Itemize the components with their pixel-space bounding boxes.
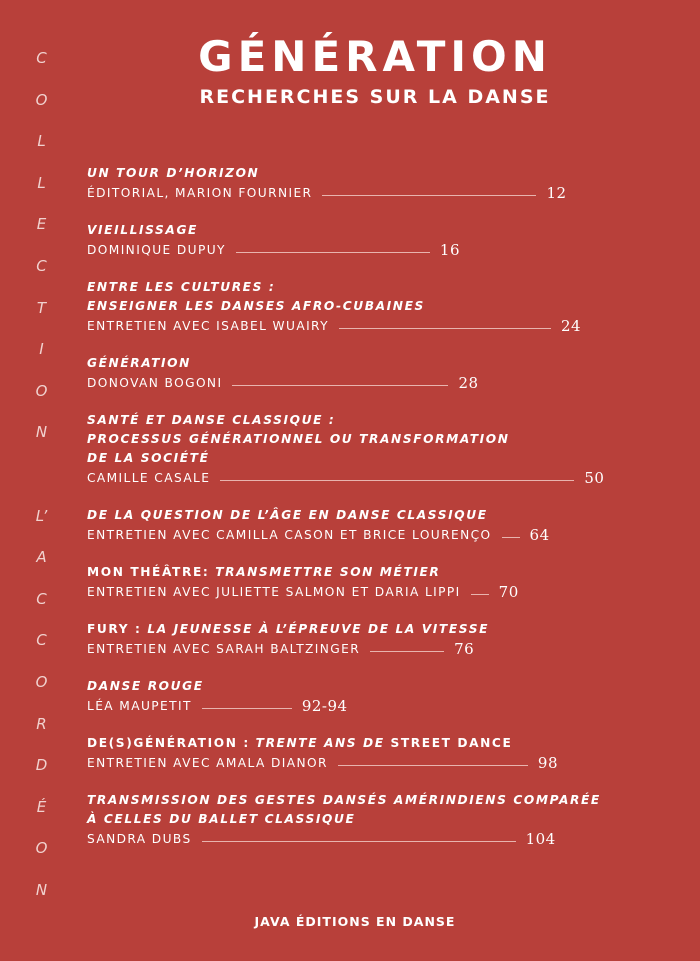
toc-entry-title-plain: DE(S)GÉNÉRATION :: [87, 736, 256, 750]
toc-entry-line: [87, 753, 647, 773]
toc-entry-line: [87, 696, 647, 716]
collection-letter: C: [36, 256, 48, 275]
toc-entry-author: DOMINIQUE DUPUY: [87, 243, 226, 257]
toc-entry-title: ENTRE LES CULTURES :: [87, 280, 276, 294]
toc-entry-line: [87, 468, 647, 488]
collection-letter: L’: [35, 506, 49, 525]
table-of-contents: [87, 164, 647, 867]
toc-entry-author: ENTRETIEN AVEC AMALA DIANOR: [87, 756, 328, 770]
toc-entry-title-plain: FURY :: [87, 622, 148, 636]
toc-entry: [87, 506, 647, 545]
leader-rule: [502, 537, 520, 538]
leader-rule: [338, 765, 528, 766]
toc-entry-title: DE LA SOCIÉTÉ: [87, 451, 210, 465]
leader-rule: [220, 480, 574, 481]
toc-entry-title: VIEILLISSAGE: [87, 223, 198, 237]
leader-rule: [202, 708, 292, 709]
leader-rule: [339, 328, 551, 329]
toc-entry-page: 28: [458, 374, 479, 392]
toc-entry-author: ENTRETIEN AVEC ISABEL WUAIRY: [87, 319, 329, 333]
toc-entry-title: ENSEIGNER LES DANSES AFRO-CUBAINES: [87, 299, 425, 313]
toc-entry-title-italic: TRANSMETTRE SON MÉTIER: [215, 565, 441, 579]
toc-entry-title: UN TOUR D’HORIZON: [87, 166, 260, 180]
collection-letter: N: [35, 880, 49, 899]
toc-entry-title-italic: TRENTE ANS DE: [255, 736, 391, 750]
toc-entry-page: 16: [439, 241, 460, 259]
leader-rule: [232, 385, 448, 386]
collection-vertical-label: [30, 48, 54, 921]
toc-entry-page: 24: [561, 317, 582, 335]
collection-letter: N: [35, 423, 49, 442]
toc-entry-author: LÉA MAUPETIT: [87, 699, 192, 713]
toc-entry-author: ENTRETIEN AVEC CAMILLA CASON ET BRICE LOURENÇO: [87, 528, 492, 542]
toc-entry-page: 98: [537, 754, 558, 772]
publisher-name: JAVA ÉDITIONS EN DANSE: [254, 914, 456, 929]
toc-entry-page: 12: [546, 184, 567, 202]
toc-entry-title-italic: LA JEUNESSE À L’ÉPREUVE DE LA VITESSE: [147, 622, 490, 636]
toc-entry-title: DANSE ROUGE: [87, 679, 204, 693]
collection-letter: E: [36, 215, 48, 234]
toc-entry-page: 76: [454, 640, 475, 658]
toc-entry-line: [87, 183, 647, 203]
toc-entry-page: 64: [529, 526, 550, 544]
collection-letter: C: [36, 49, 48, 67]
leader-rule: [322, 195, 536, 196]
collection-letter: O: [35, 381, 49, 400]
toc-entry-page: 104: [525, 830, 556, 848]
toc-entry-line: [87, 829, 647, 849]
toc-entry-line: [87, 639, 647, 659]
toc-entry-title: À CELLES DU BALLET CLASSIQUE: [87, 812, 356, 826]
toc-entry: [87, 411, 647, 488]
collection-letter: A: [36, 548, 48, 567]
collection-letter: L: [37, 173, 47, 192]
toc-entry-line: [87, 240, 647, 260]
toc-entry-author: ENTRETIEN AVEC SARAH BALTZINGER: [87, 642, 361, 656]
toc-entry-author: CAMILLE CASALE: [87, 471, 211, 485]
toc-entry-line: [87, 316, 647, 336]
collection-letter: T: [36, 298, 48, 317]
book-title: GÉNÉRATION: [198, 32, 552, 81]
toc-entry-title-plain: MON THÉÂTRE:: [87, 565, 216, 579]
toc-entry-title: TRANSMISSION DES GESTES DANSÉS AMÉRINDIENS COMPARÉE: [87, 793, 601, 807]
toc-entry: [87, 791, 647, 849]
collection-letter: O: [35, 90, 49, 109]
collection-letter: D: [35, 756, 49, 775]
collection-letter: I: [39, 340, 45, 359]
toc-entry-line: [87, 582, 647, 602]
toc-entry-author: SANDRA DUBS: [87, 832, 192, 846]
collection-letter: L: [37, 132, 47, 151]
toc-entry-line: [87, 373, 647, 393]
collection-letter: R: [36, 714, 48, 733]
toc-entry: [87, 563, 647, 602]
toc-entry-author: ÉDITORIAL, MARION FOURNIER: [87, 186, 313, 200]
toc-entry-page: 50: [584, 469, 605, 487]
leader-rule: [202, 841, 516, 842]
toc-entry-line: [87, 525, 647, 545]
toc-entry: [87, 677, 647, 716]
toc-entry: [87, 734, 647, 773]
collection-letter: O: [35, 839, 49, 858]
toc-entry-author: DONOVAN BOGONI: [87, 376, 223, 390]
toc-entry-title: SANTÉ ET DANSE CLASSIQUE :: [87, 413, 336, 427]
collection-letter: O: [35, 672, 49, 691]
book-subtitle: RECHERCHES SUR LA DANSE: [199, 86, 551, 108]
toc-entry-title: DE LA QUESTION DE L’ÂGE EN DANSE CLASSIQUE: [87, 508, 488, 522]
toc-entry-title: GÉNÉRATION: [87, 356, 191, 370]
leader-rule: [236, 252, 430, 253]
toc-entry-title-plain: STREET DANCE: [390, 736, 513, 750]
toc-entry-title: [87, 563, 647, 582]
toc-entry: [87, 164, 647, 203]
leader-rule: [370, 651, 444, 652]
toc-entry: [87, 620, 647, 659]
collection-letter: É: [36, 797, 48, 816]
collection-letter: C: [36, 631, 48, 650]
toc-entry-author: ENTRETIEN AVEC JULIETTE SALMON ET DARIA LIPPI: [87, 585, 461, 599]
toc-entry: [87, 354, 647, 393]
toc-entry: [87, 221, 647, 260]
toc-entry: [87, 278, 647, 336]
toc-entry-page: 70: [498, 583, 519, 601]
collection-letter: C: [36, 589, 48, 608]
toc-entry-title: [87, 734, 647, 753]
toc-entry-title: PROCESSUS GÉNÉRATIONNEL OU TRANSFORMATION: [87, 432, 510, 446]
toc-entry-title: [87, 620, 647, 639]
toc-entry-page: 92-94: [301, 697, 348, 715]
leader-rule: [471, 594, 489, 595]
